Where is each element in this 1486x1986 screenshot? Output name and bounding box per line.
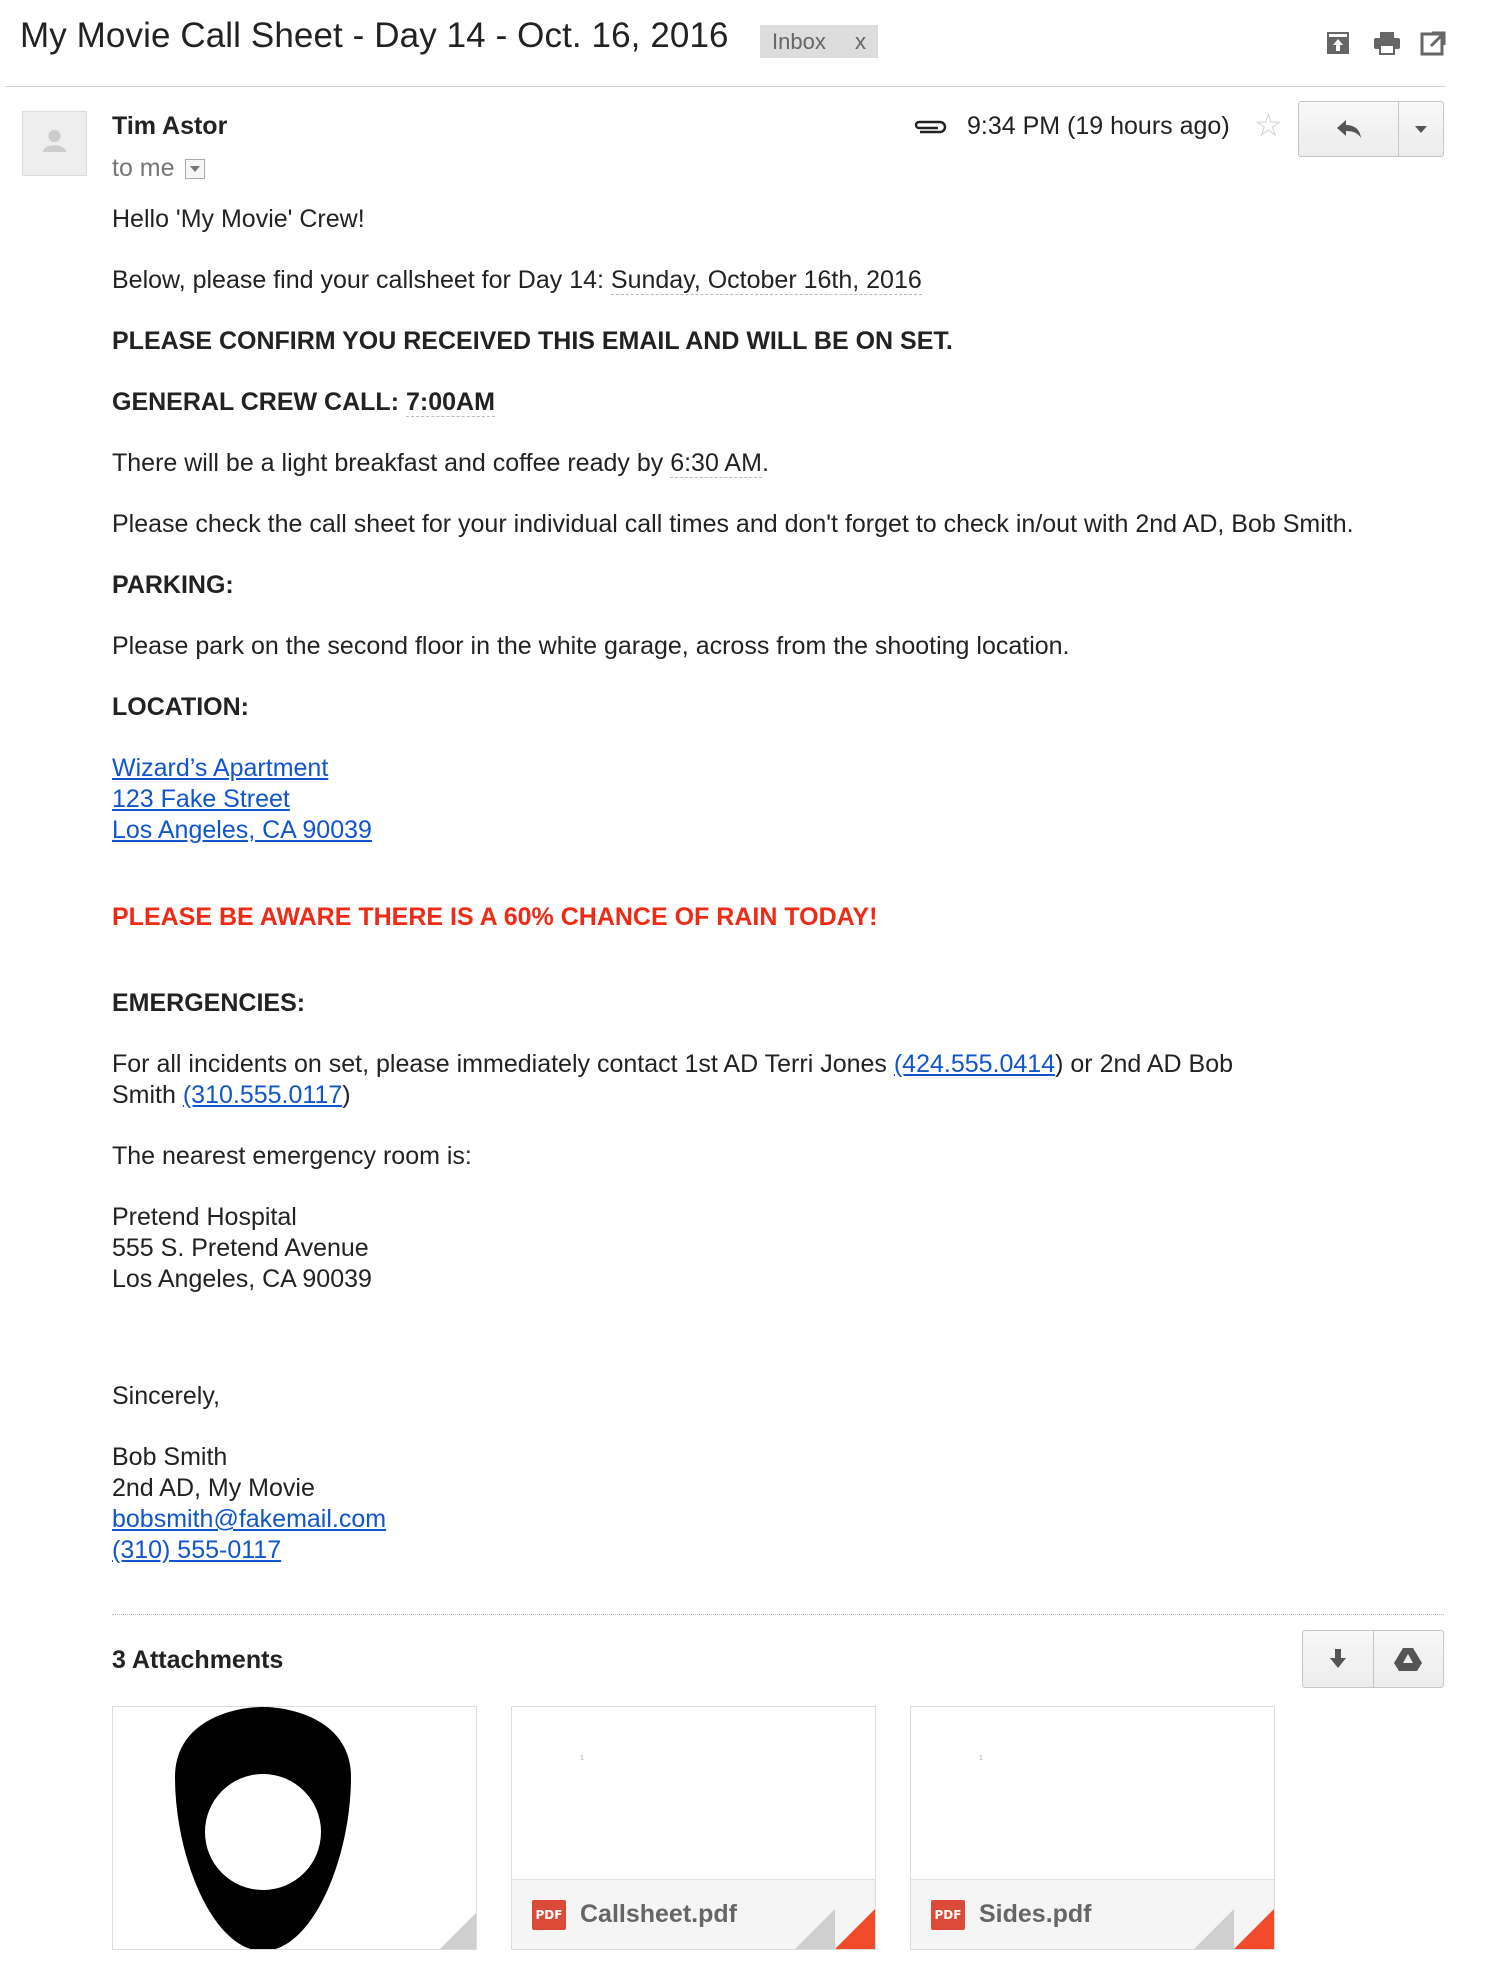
page-fold-icon	[1194, 1909, 1274, 1949]
attachment-image-card[interactable]	[112, 1706, 477, 1950]
location-link-street[interactable]: 123 Fake Street	[112, 785, 290, 813]
remove-label-button[interactable]: x	[855, 28, 866, 54]
attachments-title: 3 Attachments	[112, 1646, 284, 1674]
new-window-icon[interactable]	[1420, 30, 1446, 56]
avatar[interactable]	[22, 111, 87, 176]
print-icon[interactable]	[1372, 30, 1402, 56]
email-subject: My Movie Call Sheet - Day 14 - Oct. 16, 2016	[20, 16, 729, 55]
star-icon[interactable]: ☆	[1254, 107, 1283, 143]
page-fold-icon	[795, 1909, 875, 1949]
location-link-city[interactable]: Los Angeles, CA 90039	[112, 816, 372, 844]
more-options-button[interactable]	[1399, 102, 1443, 156]
emergency-text-4: )	[342, 1081, 351, 1109]
pdf-preview-mark: 1	[979, 1755, 983, 1762]
emergency-text-2: ) or 2nd AD Bob	[1055, 1050, 1234, 1078]
breakfast-suffix: .	[761, 449, 769, 477]
location-link-name[interactable]: Wizard’s Apartment	[112, 754, 329, 782]
intro-paragraph	[112, 265, 1432, 296]
check-in-note: Please check the call sheet for your individual call times and don't forget to check in/out with 2nd AD, Bob Smith.	[112, 510, 1354, 538]
message-body	[112, 204, 1432, 1596]
archive-icon[interactable]	[1325, 30, 1351, 56]
crew-call-time[interactable]: 7:00AM	[405, 388, 495, 416]
signature-email-link[interactable]: bobsmith@fakemail.com	[112, 1505, 387, 1533]
reply-icon	[1335, 118, 1363, 140]
header-divider	[5, 86, 1445, 87]
emergencies-heading: EMERGENCIES:	[112, 989, 306, 1017]
download-all-icon	[1329, 1647, 1347, 1671]
attachment-clip-icon	[912, 117, 948, 142]
signature-phone-link[interactable]: (310) 555-0117	[112, 1536, 282, 1564]
download-all-button[interactable]	[1303, 1631, 1373, 1687]
attachment-card-callsheet[interactable]	[511, 1706, 876, 1950]
parking-heading: PARKING:	[112, 571, 234, 599]
attachments-actions	[1302, 1630, 1444, 1688]
breakfast-time[interactable]: 6:30 AM	[670, 449, 762, 477]
inbox-label-chip[interactable]	[760, 25, 878, 58]
location-address	[112, 753, 1432, 846]
attachment-card-sides[interactable]	[910, 1706, 1275, 1950]
rain-warning: PLEASE BE AWARE THERE IS A 60% CHANCE OF RAIN TODAY!	[112, 903, 878, 931]
intro-date[interactable]: Sunday, October 16th, 2016	[610, 266, 922, 294]
greeting: Hello 'My Movie' Crew!	[112, 205, 365, 233]
map-pin-icon	[113, 1707, 477, 1950]
signature-title: 2nd AD, My Movie	[112, 1474, 315, 1502]
location-heading: LOCATION:	[112, 693, 250, 721]
phone-link-terri[interactable]: (424.555.0414	[893, 1050, 1056, 1078]
confirm-notice: PLEASE CONFIRM YOU RECEIVED THIS EMAIL AND WILL BE ON SET.	[112, 327, 953, 355]
crew-call-label: GENERAL CREW CALL:	[112, 388, 406, 416]
sender-name[interactable]: Tim Astor	[112, 112, 228, 140]
phone-link-bob[interactable]: (310.555.0117	[182, 1081, 343, 1109]
label-text: Inbox	[772, 28, 826, 54]
parking-text: Please park on the second floor in the white garage, across from the shooting location.	[112, 632, 1070, 660]
emergency-text-3: Smith	[112, 1081, 183, 1109]
pdf-preview-mark: 1	[580, 1755, 584, 1762]
attachment-filename: Sides.pdf	[979, 1900, 1092, 1928]
hospital-city: Los Angeles, CA 90039	[112, 1265, 372, 1293]
recipient-line	[112, 154, 205, 183]
crew-call	[112, 387, 1432, 418]
attachments-divider	[112, 1614, 1444, 1615]
recipient-details-button[interactable]	[185, 159, 205, 179]
pdf-icon: PDF	[532, 1900, 566, 1930]
pdf-icon: PDF	[931, 1900, 965, 1930]
hospital-name: Pretend Hospital	[112, 1203, 297, 1231]
emergency-contacts	[112, 1049, 1432, 1111]
intro-text: Below, please find your callsheet for Day 14:	[112, 266, 611, 294]
hospital-address	[112, 1202, 1432, 1295]
message-time: 9:34 PM (19 hours ago)	[967, 112, 1230, 140]
reply-button-group	[1298, 101, 1444, 157]
reply-button[interactable]	[1299, 102, 1399, 156]
signature-name: Bob Smith	[112, 1443, 228, 1471]
emergency-text-1: For all incidents on set, please immediately contact 1st AD Terri Jones	[112, 1050, 894, 1078]
attachment-filename: Callsheet.pdf	[580, 1900, 737, 1928]
signature	[112, 1442, 1432, 1566]
hospital-street: 555 S. Pretend Avenue	[112, 1234, 369, 1262]
er-intro: The nearest emergency room is:	[112, 1142, 472, 1170]
closing: Sincerely,	[112, 1382, 220, 1410]
chevron-down-icon	[190, 166, 200, 172]
save-to-drive-icon	[1393, 1646, 1423, 1672]
more-options-chevron-icon	[1415, 126, 1427, 133]
recipient-text: to me	[112, 154, 175, 182]
breakfast-text: There will be a light breakfast and coffee ready by	[112, 449, 671, 477]
save-to-drive-button[interactable]	[1373, 1631, 1444, 1687]
breakfast-note	[112, 448, 1432, 479]
